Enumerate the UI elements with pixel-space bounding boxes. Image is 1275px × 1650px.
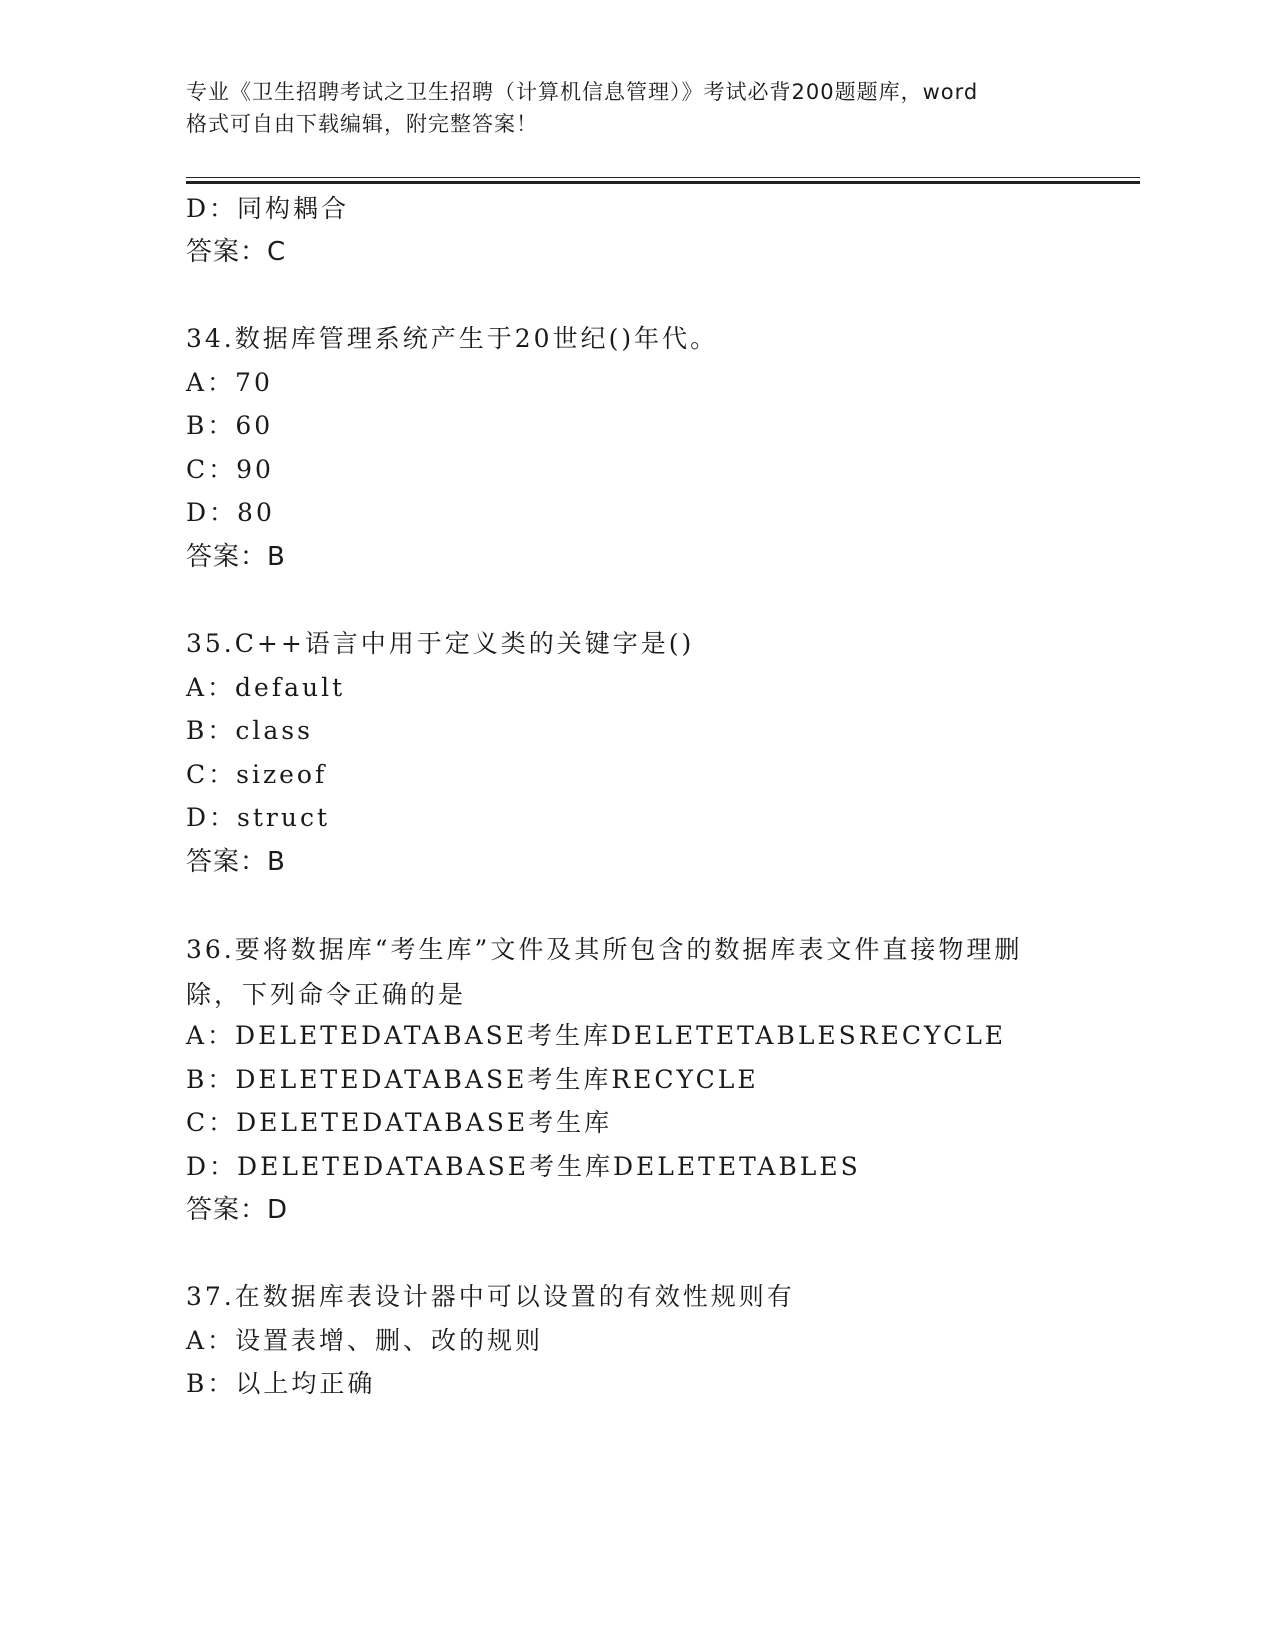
- prev-answer: 答案：C: [186, 237, 287, 267]
- header-divider-thick: [186, 181, 1140, 184]
- q34-option-a: A：70: [186, 368, 273, 397]
- q35-option-a: A：default: [186, 673, 346, 702]
- q34-option-c: C：90: [186, 455, 274, 484]
- q37-option-b: B：以上均正确: [186, 1369, 376, 1398]
- q34-stem: 34.数据库管理系统产生于20世纪()年代。: [186, 324, 719, 353]
- prev-option-d: D：同构耦合: [186, 194, 350, 223]
- q37-option-a: A：设置表增、删、改的规则: [186, 1326, 544, 1355]
- q35-answer: 答案：B: [186, 847, 286, 877]
- q36-stem: 36.要将数据库“考生库”文件及其所包含的数据库表文件直接物理删除，下列命令正确的是: [186, 935, 1023, 1009]
- header-line-2: 格式可自由下载编辑，附完整答案！: [186, 112, 538, 136]
- q35-stem: 35.C++语言中用于定义类的关键字是(): [186, 629, 695, 658]
- q36-option-b: B：DELETEDATABASE考生库RECYCLE: [186, 1065, 759, 1094]
- q36-option-a: A：DELETEDATABASE考生库DELETETABLESRECYCLE: [186, 1021, 1007, 1050]
- q36-option-d: D：DELETEDATABASE考生库DELETETABLES: [186, 1152, 861, 1181]
- header-line-1: 专业《卫生招聘考试之卫生招聘（计算机信息管理）》考试必背200题题库，word: [186, 80, 979, 104]
- q35-option-b: B：class: [186, 716, 313, 745]
- document-header: [186, 76, 1086, 140]
- header-divider-thin: [186, 177, 1140, 178]
- q34-option-d: D：80: [186, 498, 275, 527]
- q37-stem: 37.在数据库表设计器中可以设置的有效性规则有: [186, 1282, 795, 1311]
- q36-option-c: C：DELETEDATABASE考生库: [186, 1108, 613, 1137]
- q34-option-b: B：60: [186, 411, 274, 440]
- q36-answer: 答案：D: [186, 1195, 289, 1225]
- q35-option-c: C：sizeof: [186, 760, 328, 789]
- q35-option-d: D：struct: [186, 803, 331, 832]
- q34-answer: 答案：B: [186, 542, 286, 572]
